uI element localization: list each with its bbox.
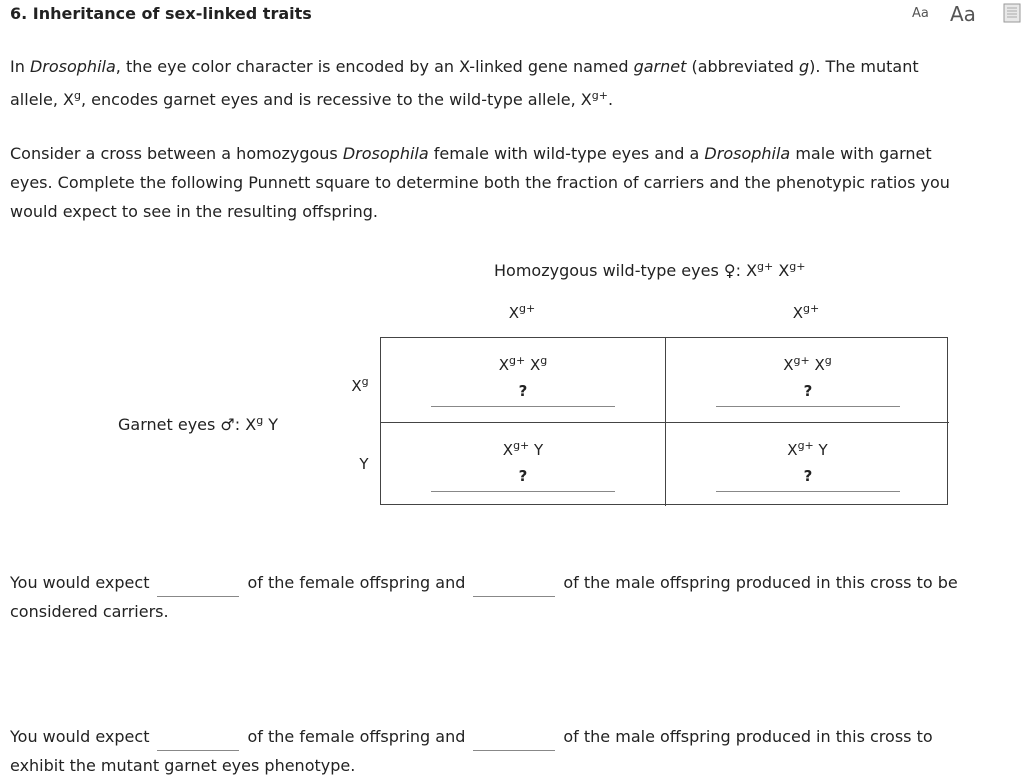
cell-genotype: $X^{g+}$ Y [787, 439, 828, 459]
cell-genotype: $X^{g+}$ $X^g$ [783, 354, 832, 374]
punnett-cell [665, 338, 949, 422]
male-mutant-fraction-dropdown[interactable] [473, 728, 555, 751]
female-carrier-fraction-dropdown[interactable] [157, 574, 239, 597]
phenotype-dropdown[interactable]: ? [716, 382, 900, 407]
row-header-1: $X^g$ [351, 375, 369, 395]
punnett-cell [665, 422, 949, 506]
font-size-large-button[interactable]: Aa [950, 2, 976, 26]
phenotype-dropdown[interactable]: ? [431, 382, 615, 407]
print-icon[interactable] [1001, 2, 1024, 24]
species-name: Drosophila [29, 57, 116, 76]
female-parent-label: Homozygous wild-type eyes ♀: $X^{g+}$ $X^{g+}$ [494, 260, 806, 280]
cell-genotype: $X^{g+}$ Y [502, 439, 544, 459]
female-mutant-fraction-dropdown[interactable] [157, 728, 239, 751]
gene-name: garnet [633, 57, 687, 76]
gene-abbr: g [798, 57, 810, 76]
intro-paragraph: In Drosophila, the eye color character is encoded by an X-linked gene named garnet (abbreviated g). The mutant allele, $X^g$, encodes garnet eyes and is recessive to the wild-type allele, $X^{g+}$. [10, 57, 919, 109]
row-header-2: Y [359, 455, 369, 473]
punnett-cell [381, 338, 665, 422]
male-carrier-fraction-dropdown[interactable] [473, 574, 555, 597]
question-title: 6. Inheritance of sex-linked traits [10, 4, 312, 23]
font-size-small-button[interactable]: Aa [912, 6, 929, 21]
carriers-question: You would expect of the female offspring and of the male offspring produced in this cross to be considered carriers. [10, 573, 958, 621]
phenotype-dropdown[interactable]: ? [431, 467, 615, 492]
column-header-1: $X^{g+}$ [508, 302, 536, 322]
phenotype-question: You would expect of the female offspring and of the male offspring produced in this cross to exhibit the mutant garnet eyes phenotype. [10, 727, 933, 775]
cross-paragraph: Consider a cross between a homozygous Drosophila female with wild-type eyes and a Drosophila male with garnet eyes. Complete the following Punnett square to determine both the fraction of carriers and the phenotypic ratios you would expect to see in the resulting offspring. [10, 144, 950, 221]
column-header-2: $X^{g+}$ [792, 302, 820, 322]
punnett-square [380, 337, 948, 505]
cell-genotype: $X^{g+}$ $X^g$ [498, 354, 548, 374]
punnett-cell [381, 422, 665, 506]
phenotype-dropdown[interactable]: ? [716, 467, 900, 492]
male-parent-label: Garnet eyes ♂: $X^g$ Y [118, 414, 279, 434]
